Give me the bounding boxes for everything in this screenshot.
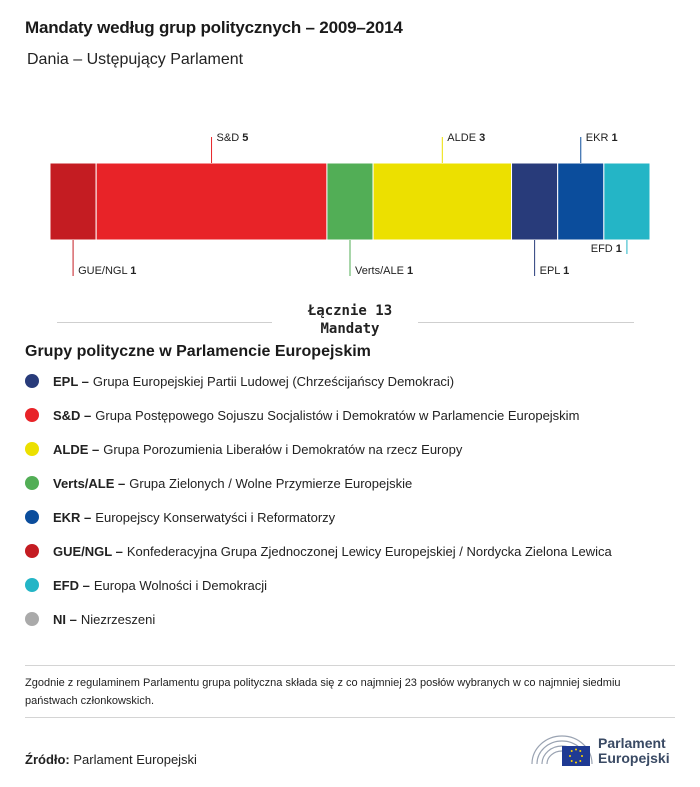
segment-label-efd: EFD 1 (590, 243, 622, 255)
segment-label-gue-ngl: GUE/NGL 1 (78, 265, 137, 277)
legend-abbr: Verts/ALE – (53, 475, 126, 491)
total-divider-right (418, 322, 634, 323)
legend-label: Grupa Zielonych / Wolne Przymierze Europejskie (129, 475, 413, 491)
seat-bar-chart (0, 115, 700, 295)
hemicycle-icon (528, 730, 596, 770)
legend-label: Europejscy Konserwatyści i Reformatorzy (95, 509, 336, 525)
bar-segment-gue-ngl (50, 163, 96, 240)
source-label: Źródło: (25, 752, 70, 767)
legend-label: Niezrzeszeni (80, 611, 156, 627)
divider-top (25, 665, 675, 666)
bar-segment-verts-ale (327, 163, 373, 240)
total-seats-count: Łącznie 13 (307, 303, 393, 319)
segment-label-alde: ALDE 3 (447, 132, 486, 144)
segment-label-ekr: EKR 1 (585, 132, 618, 144)
bar-segment-efd (604, 163, 650, 240)
legend-label: Grupa Postępowego Sojuszu Socjalistów i Demokratów w Parlamencie Europejskim (95, 407, 580, 423)
total-seats (275, 302, 425, 338)
total-seats-unit: Mandaty (320, 321, 380, 337)
source (25, 752, 197, 767)
segment-label-s-d: S&D 5 (216, 132, 249, 144)
legend (25, 364, 612, 636)
legend-abbr: EKR – (53, 509, 92, 525)
bar-segment-s-d (96, 163, 327, 240)
legend-item-ekr (25, 500, 612, 534)
logo-line1: Parlament (598, 735, 666, 751)
legend-swatch-icon (25, 442, 39, 456)
legend-item-efd (25, 568, 612, 602)
legend-swatch-icon (25, 578, 39, 592)
bar-segment-alde (373, 163, 511, 240)
legend-abbr: EPL – (53, 373, 89, 389)
european-parliament-logo (528, 730, 678, 770)
legend-label: Grupa Europejskiej Partii Ludowej (Chrześcijańscy Demokraci) (92, 373, 455, 389)
legend-swatch-icon (25, 510, 39, 524)
legend-swatch-icon (25, 408, 39, 422)
legend-title: Grupy polityczne w Parlamencie Europejskim (25, 343, 371, 360)
legend-swatch-icon (25, 544, 39, 558)
logo-line2: Europejski (598, 750, 670, 766)
legend-abbr: ALDE – (53, 441, 100, 457)
divider-bottom (25, 717, 675, 718)
legend-swatch-icon (25, 612, 39, 626)
legend-item-epl (25, 364, 612, 398)
legend-abbr: EFD – (53, 577, 90, 593)
legend-swatch-icon (25, 374, 39, 388)
bar-segment-ekr (558, 163, 604, 240)
legend-item-ni (25, 602, 612, 636)
chart-title: Mandaty według grup politycznych – 2009–2014 (25, 18, 403, 37)
bar-segment-epl (512, 163, 558, 240)
legend-item-verts-ale (25, 466, 612, 500)
footnote: Zgodnie z regulaminem Parlamentu grupa polityczna składa się z co najmniej 23 posłów wybranych w co najmniej siedmiu państwach członkowskich. (25, 677, 621, 707)
legend-label: Konfederacyjna Grupa Zjednoczonej Lewicy Europejskiej / Nordycka Zielona Lewica (126, 543, 612, 559)
legend-label: Europa Wolności i Demokracji (93, 577, 268, 593)
chart-subtitle: Dania – Ustępujący Parlament (27, 51, 244, 68)
segment-label-verts-ale: Verts/ALE 1 (355, 265, 414, 277)
legend-item-gue-ngl (25, 534, 612, 568)
total-divider-left (57, 322, 272, 323)
legend-swatch-icon (25, 476, 39, 490)
segment-label-epl: EPL 1 (539, 265, 570, 277)
legend-abbr: GUE/NGL – (53, 543, 123, 559)
legend-item-alde (25, 432, 612, 466)
legend-item-s-d (25, 398, 612, 432)
legend-abbr: NI – (53, 611, 77, 627)
source-value: Parlament Europejski (73, 752, 197, 767)
legend-abbr: S&D – (53, 407, 92, 423)
legend-label: Grupa Porozumienia Liberałów i Demokratów na rzecz Europy (103, 441, 463, 457)
